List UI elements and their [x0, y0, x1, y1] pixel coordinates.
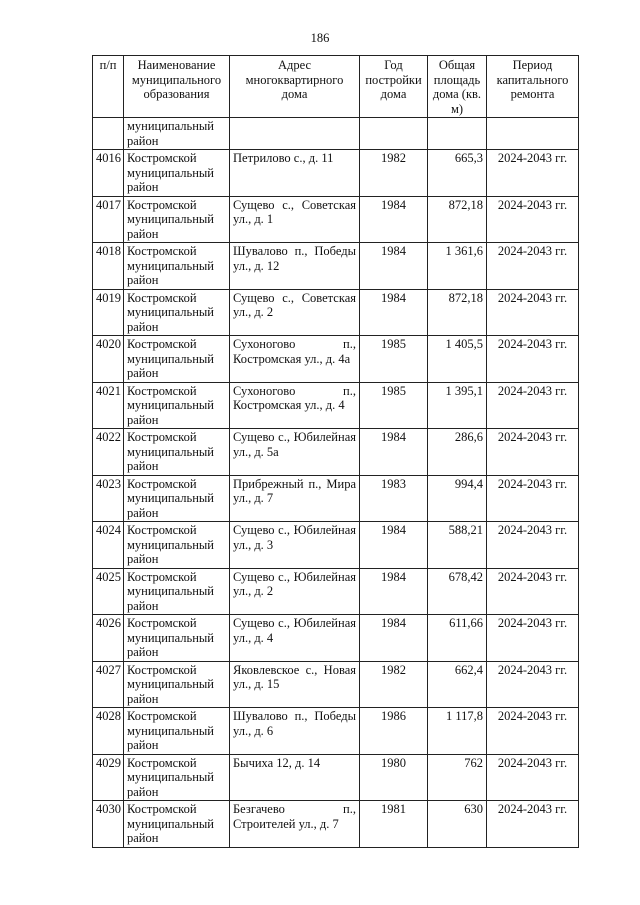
cell-period: 2024-2043 гг.: [487, 196, 579, 243]
cell-num: 4030: [93, 801, 124, 848]
table-row: [93, 615, 579, 662]
cell-municipality: Костромской муниципальный район: [124, 522, 230, 569]
cell-municipality: Костромской муниципальный район: [124, 150, 230, 197]
cell-year: 1983: [360, 475, 428, 522]
table-row: [93, 754, 579, 801]
cell-address: Сущево с., Юбилейная ул., д. 3: [230, 522, 360, 569]
cell-num: 4025: [93, 568, 124, 615]
cell-municipality: Костромской муниципальный район: [124, 801, 230, 848]
cell-address: Бычиха 12, д. 14: [230, 754, 360, 801]
header-area: Общая площадь дома (кв. м): [428, 56, 487, 118]
cell-num: 4016: [93, 150, 124, 197]
cell-period: 2024-2043 гг.: [487, 289, 579, 336]
cell-municipality: Костромской муниципальный район: [124, 754, 230, 801]
cell-address: Прибрежный п., Мира ул., д. 7: [230, 475, 360, 522]
cell-area: 662,4: [428, 661, 487, 708]
cell-municipality: Костромской муниципальный район: [124, 196, 230, 243]
cell-num: 4028: [93, 708, 124, 755]
cell-num: 4022: [93, 429, 124, 476]
cell-period: [487, 118, 579, 150]
continuation-row: [93, 118, 579, 150]
cell-area: 1 361,6: [428, 243, 487, 290]
cell-period: 2024-2043 гг.: [487, 661, 579, 708]
page-number: 186: [310, 31, 330, 45]
cell-municipality: муниципальный район: [124, 118, 230, 150]
cell-year: 1982: [360, 150, 428, 197]
cell-area: 630: [428, 801, 487, 848]
cell-period: 2024-2043 гг.: [487, 150, 579, 197]
cell-period: 2024-2043 гг.: [487, 615, 579, 662]
cell-num: 4017: [93, 196, 124, 243]
cell-year: 1986: [360, 708, 428, 755]
cell-num: 4021: [93, 382, 124, 429]
cell-area: 588,21: [428, 522, 487, 569]
cell-address: Сущево с., Юбилейная ул., д. 5а: [230, 429, 360, 476]
cell-year: 1984: [360, 522, 428, 569]
cell-area: 678,42: [428, 568, 487, 615]
cell-address: Шувалово п., Победы ул., д. 6: [230, 708, 360, 755]
table-row: [93, 196, 579, 243]
cell-address: Сущево с., Юбилейная ул., д. 2: [230, 568, 360, 615]
cell-address: Петрилово с., д. 11: [230, 150, 360, 197]
cell-address: Шувалово п., Победы ул., д. 12: [230, 243, 360, 290]
table-row: [93, 708, 579, 755]
cell-area: 611,66: [428, 615, 487, 662]
cell-area: 1 395,1: [428, 382, 487, 429]
table-row: [93, 661, 579, 708]
cell-year: 1980: [360, 754, 428, 801]
header-num: п/п: [93, 56, 124, 118]
cell-period: 2024-2043 гг.: [487, 801, 579, 848]
cell-area: 286,6: [428, 429, 487, 476]
cell-num: 4019: [93, 289, 124, 336]
cell-municipality: Костромской муниципальный район: [124, 568, 230, 615]
cell-year: 1985: [360, 382, 428, 429]
housing-registry-table: [92, 55, 579, 848]
cell-period: 2024-2043 гг.: [487, 382, 579, 429]
table-row: [93, 801, 579, 848]
cell-address: Безгачево п., Строителей ул., д. 7: [230, 801, 360, 848]
table-row: [93, 522, 579, 569]
cell-address: Сухоногово п., Костромская ул., д. 4: [230, 382, 360, 429]
cell-period: 2024-2043 гг.: [487, 754, 579, 801]
cell-num: 4027: [93, 661, 124, 708]
table-row: [93, 475, 579, 522]
table-row: [93, 150, 579, 197]
header-year: Год постройки дома: [360, 56, 428, 118]
cell-municipality: Костромской муниципальный район: [124, 661, 230, 708]
table-row: [93, 336, 579, 383]
cell-area: 665,3: [428, 150, 487, 197]
cell-num: 4020: [93, 336, 124, 383]
cell-period: 2024-2043 гг.: [487, 243, 579, 290]
cell-address: Сущево с., Советская ул., д. 2: [230, 289, 360, 336]
header-period: Период капитального ремонта: [487, 56, 579, 118]
cell-period: 2024-2043 гг.: [487, 568, 579, 615]
cell-address: [230, 118, 360, 150]
cell-municipality: Костромской муниципальный район: [124, 289, 230, 336]
cell-municipality: Костромской муниципальный район: [124, 708, 230, 755]
cell-municipality: Костромской муниципальный район: [124, 382, 230, 429]
cell-period: 2024-2043 гг.: [487, 475, 579, 522]
cell-num: 4023: [93, 475, 124, 522]
cell-municipality: Костромской муниципальный район: [124, 615, 230, 662]
cell-num: 4029: [93, 754, 124, 801]
cell-address: Сухоногово п., Костромская ул., д. 4а: [230, 336, 360, 383]
cell-year: 1984: [360, 243, 428, 290]
table-row: [93, 243, 579, 290]
header-address: Адрес многоквартирного дома: [230, 56, 360, 118]
table-header-row: [93, 56, 579, 118]
cell-num: 4026: [93, 615, 124, 662]
cell-year: 1984: [360, 568, 428, 615]
cell-num: 4024: [93, 522, 124, 569]
cell-year: 1982: [360, 661, 428, 708]
cell-year: 1985: [360, 336, 428, 383]
cell-period: 2024-2043 гг.: [487, 336, 579, 383]
cell-year: [360, 118, 428, 150]
cell-area: 1 405,5: [428, 336, 487, 383]
cell-period: 2024-2043 гг.: [487, 522, 579, 569]
table-row: [93, 289, 579, 336]
cell-area: 872,18: [428, 196, 487, 243]
cell-year: 1984: [360, 429, 428, 476]
cell-year: 1984: [360, 615, 428, 662]
cell-municipality: Костромской муниципальный район: [124, 475, 230, 522]
cell-area: 1 117,8: [428, 708, 487, 755]
table-row: [93, 429, 579, 476]
cell-year: 1981: [360, 801, 428, 848]
cell-area: 872,18: [428, 289, 487, 336]
cell-area: 994,4: [428, 475, 487, 522]
cell-area: 762: [428, 754, 487, 801]
cell-municipality: Костромской муниципальный район: [124, 243, 230, 290]
cell-num: 4018: [93, 243, 124, 290]
cell-num: [93, 118, 124, 150]
cell-address: Яковлевское с., Новая ул., д. 15: [230, 661, 360, 708]
table-row: [93, 568, 579, 615]
cell-period: 2024-2043 гг.: [487, 429, 579, 476]
cell-area: [428, 118, 487, 150]
cell-municipality: Костромской муниципальный район: [124, 429, 230, 476]
cell-municipality: Костромской муниципальный район: [124, 336, 230, 383]
cell-year: 1984: [360, 196, 428, 243]
cell-address: Сущево с., Советская ул., д. 1: [230, 196, 360, 243]
cell-year: 1984: [360, 289, 428, 336]
header-municipality: Наименование муниципального образования: [124, 56, 230, 118]
table-row: [93, 382, 579, 429]
cell-address: Сущево с., Юбилейная ул., д. 4: [230, 615, 360, 662]
cell-period: 2024-2043 гг.: [487, 708, 579, 755]
